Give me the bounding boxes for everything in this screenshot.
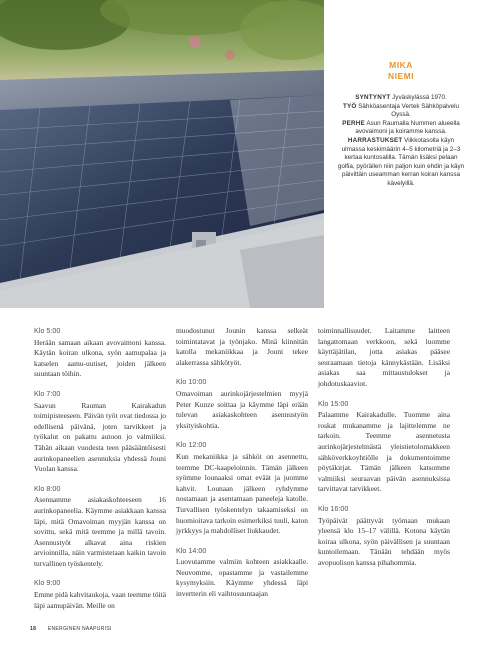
entry-time: Klo 9:00 [34, 578, 61, 588]
entry-text: Omavoiman aurinkojärjestelmien myyjä Peter Kunze soittaa ja käymme läpi erään tulevan asiakaskohteen asennustyön yksityiskohtia. [176, 388, 308, 430]
profile-hobbies-value: Viikkotasolla käyn ulmassa keskimäärin 4–5 kilometriä ja 2–3 kertaa kuntosalilla. Tämän lisäksi pelaan golfia, pyöräilen niin paljon kuin ehdin ja käyn päivittäin useamman kerran koiran kanssa kävelyillä. [337, 136, 465, 187]
profile-work-label: TYÖ [342, 102, 357, 110]
entry-text: Palaamme Kairakadulle. Tuomme aina roskat mukanamme ja lajittelemme ne tarkoin. Teemme asennetusta aurinkojärjestelmästä yleistietolomakkeen sähköverkkoyhtiölle ja dokumentoimme pöytäkirjat. Tämän jälkeen katsomme valmiiksi seuraavan päivän asennuksissa tarvittavat tarvikkeet. [318, 410, 450, 494]
profile-family-label: PERHE [342, 119, 365, 127]
profile-box [336, 60, 466, 189]
profile-born-value: Jyväskylässä 1970. [392, 94, 447, 101]
entry-text: Kun mekaniikka ja sähköt on asennettu, teemme DC-kaapeloinnin. Tämän jälkeen syömme lounaaksi omat eväät ja juomme kahvit. Lounaan jälkeen ryhdymme nostamaan ja asentamaan paneeleja katolle. Turvallisen työskentelyn takaamiseksi on huomioitava tarkoin esimerkiksi tuuli, katon jyrkkyys ja mahdolliset liukkaudet. [176, 451, 308, 536]
profile-hobbies [336, 137, 466, 189]
entry-text: Saavun Rauman Kairakadun toimipisteeseen. Päivän työt ovat tiedossa jo edellisenä päivänä, joten tarvikkeet ja työkalut on pakattu autoon jo valmiiksi. Tähän aikaan vuodesta teen pääsääntöisesti aurinkopaneelien asennuksia yhdessä Jouni Vuolan kanssa. [34, 400, 166, 474]
page-number: 18 [30, 626, 37, 632]
profile-hobbies-label: HARRASTUKSET [347, 136, 403, 144]
article-column-1 [34, 326, 166, 611]
entry-text-continued: toiminnallisuudet. Laitamme laitteen langattomaan verkkoon, sekä luomme käyttäjätilan, jotta asiakas pääsee seuraamaan tietoja kännykästään. Lisäksi asiakas saa mittaustulokset ja johdotuskaaviot. [318, 326, 450, 388]
profile-last-name: NIEMI [387, 71, 415, 81]
entry-time: Klo 12:00 [176, 440, 207, 450]
solar-panel-illustration [0, 0, 324, 308]
article-column-2 [176, 326, 308, 600]
publication-name: ENERGINEN NAAPURISI [47, 626, 112, 632]
entry-text: Työpäivät päättyvät työmaan mukaan yleensä klo 15–17 välillä. Kotona käytän koiraa ulkona, syön päivällisen ja suuntaan kuntoilemaan. Tänään tehdään myös avopuolison kanssa pihahommia. [318, 515, 450, 567]
entry-text: Luovutamme valmiin kohteen asiakkaalle. Neuvomme, opastamme ja vastailemme kysymyksiin. Käymme yhdessä läpi invertterin eli vaihtosuuntaajan [176, 557, 308, 599]
entry-text: Asennamme asiakaskohteeseen 16 aurinkopaneelia. Käymme asiakkaan kanssa läpi, mitä Omavoiman myyjän kanssa on sovittu, sekä mitä teemme ja millä tavoin. Asennustyöt alkavat aina riskien arvioinnilla, näin varmistetaan kaikin tavoin turvallinen työskentely. [34, 495, 166, 568]
profile-work [336, 103, 466, 120]
profile-family [336, 120, 466, 137]
entry-time: Klo 8:00 [34, 483, 61, 493]
profile-born-label: SYNTYNYT [355, 94, 391, 101]
article-column-3 [318, 326, 450, 568]
entry-text: Emme pidä kahvitaukoja, vaan teemme töitä läpi aamupäivän. Meille on [34, 590, 166, 610]
entry-time: Klo 15:00 [318, 398, 349, 408]
profile-family-value: Asun Raumalla Nummen alueella avovaimoni ja koiramme kanssa. [355, 119, 460, 136]
entry-time: Klo 16:00 [318, 503, 349, 513]
profile-name [336, 60, 466, 82]
solar-panel-photo [0, 0, 324, 308]
entry-time: Klo 7:00 [34, 388, 61, 398]
entry-time: Klo 5:00 [34, 326, 61, 335]
entry-text: Herään samaan aikaan avovaimoni kanssa. Käytän koiran ulkona, syön aamupalaa ja katselen aamu-uutiset, joiden jälkeen suuntaan töihin. [34, 337, 166, 379]
profile-facts [336, 94, 466, 189]
profile-born [336, 94, 466, 103]
page-footer [30, 626, 112, 632]
entry-text-continued: muodostunut Jounin kanssa selkeät toimintatavat ja työnjako. Minä kiinnitän katolla mekaniikkaa ja Jouni tekee alakerrassa sähkötyöt. [176, 326, 308, 367]
entry-time: Klo 14:00 [176, 545, 207, 555]
entry-time: Klo 10:00 [176, 377, 207, 387]
article-body [34, 326, 462, 616]
profile-work-value: Sähköasentaja Vertek Sähköpalvelu Oyssä. [358, 102, 460, 119]
profile-first-name: MIKA [389, 60, 413, 70]
